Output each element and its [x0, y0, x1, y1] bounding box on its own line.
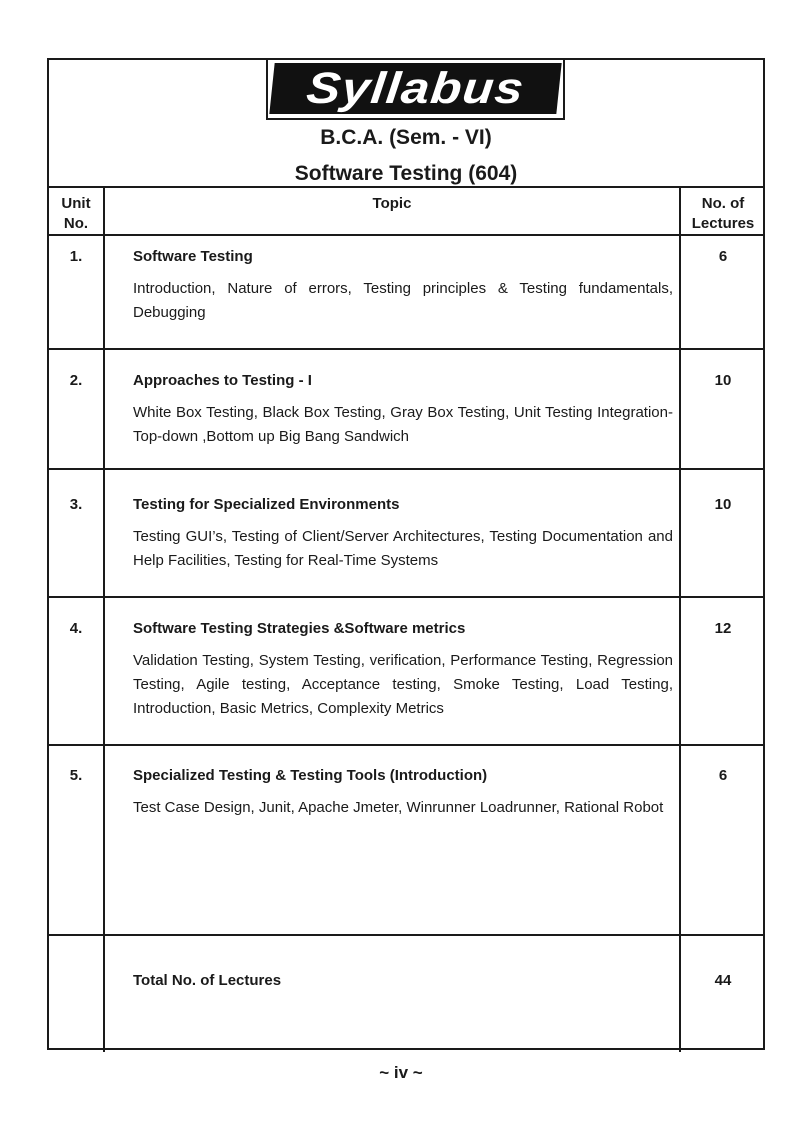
unit-number: 3.	[69, 496, 83, 513]
row-divider	[49, 468, 763, 470]
topic-title: Testing for Specialized Environments	[133, 496, 400, 513]
topic-title: Specialized Testing & Testing Tools (Introduction)	[133, 767, 488, 784]
unit-number: 4.	[69, 620, 83, 637]
topic-title: Software Testing Strategies &Software metrics	[133, 620, 466, 637]
lecture-count: 10	[714, 372, 732, 389]
column-divider	[103, 186, 105, 1052]
lecture-count: 6	[718, 767, 728, 784]
topic-title: Software Testing	[133, 248, 253, 265]
total-row	[133, 972, 673, 1001]
syllabus-logo	[266, 60, 565, 120]
topic-description: Introduction, Nature of errors, Testing principles & Testing fundamentals, Debugging	[133, 280, 673, 321]
unit-number: 5.	[69, 767, 83, 784]
topic-description: Testing GUI’s, Testing of Client/Server Architectures, Testing Documentation and Help Facilities, Testing for Real-Time Systems	[133, 528, 673, 569]
lecture-count: 6	[718, 248, 728, 265]
course-title: Software Testing (604)	[294, 162, 518, 185]
semester-title: B.C.A. (Sem. - VI)	[320, 126, 492, 149]
row-divider	[49, 348, 763, 350]
unit-number: 1.	[69, 248, 83, 265]
total-label: Total No. of Lectures	[133, 972, 282, 989]
syllabus-header	[49, 60, 763, 188]
unit-column-header: Unit No.	[61, 195, 91, 232]
topic-column-header: Topic	[372, 195, 412, 212]
total-lectures: 44	[714, 972, 732, 989]
topic-description: White Box Testing, Black Box Testing, Gray Box Testing, Unit Testing Integration- Top-down ,Bottom up Big Bang Sandwich	[133, 404, 673, 445]
page-number: ~ iv ~	[379, 1063, 423, 1082]
header-divider	[49, 186, 763, 188]
row-divider	[49, 744, 763, 746]
topic-cell	[133, 248, 673, 325]
logo-text: Syllabus	[304, 63, 527, 113]
topic-description: Validation Testing, System Testing, verification, Performance Testing, Regression Testing, Agile testing, Acceptance testing, Smoke Testing, Load Testing, Introduction, Basic Metrics, Complexity Metrics	[133, 652, 673, 717]
row-divider	[49, 934, 763, 936]
topic-cell	[133, 620, 673, 721]
unit-number: 2.	[69, 372, 83, 389]
lectures-column-header: No. of Lectures	[691, 195, 755, 232]
lecture-count: 10	[714, 496, 732, 513]
topic-title: Approaches to Testing - I	[133, 372, 312, 389]
column-divider	[679, 186, 681, 1052]
topic-cell	[133, 372, 673, 449]
lecture-count: 12	[714, 620, 732, 637]
topic-cell	[133, 767, 673, 820]
syllabus-frame	[47, 58, 765, 1050]
column-header-divider	[49, 234, 763, 236]
row-divider	[49, 596, 763, 598]
topic-cell	[133, 496, 673, 573]
topic-description: Test Case Design, Junit, Apache Jmeter, Winrunner Loadrunner, Rational Robot	[133, 799, 664, 816]
